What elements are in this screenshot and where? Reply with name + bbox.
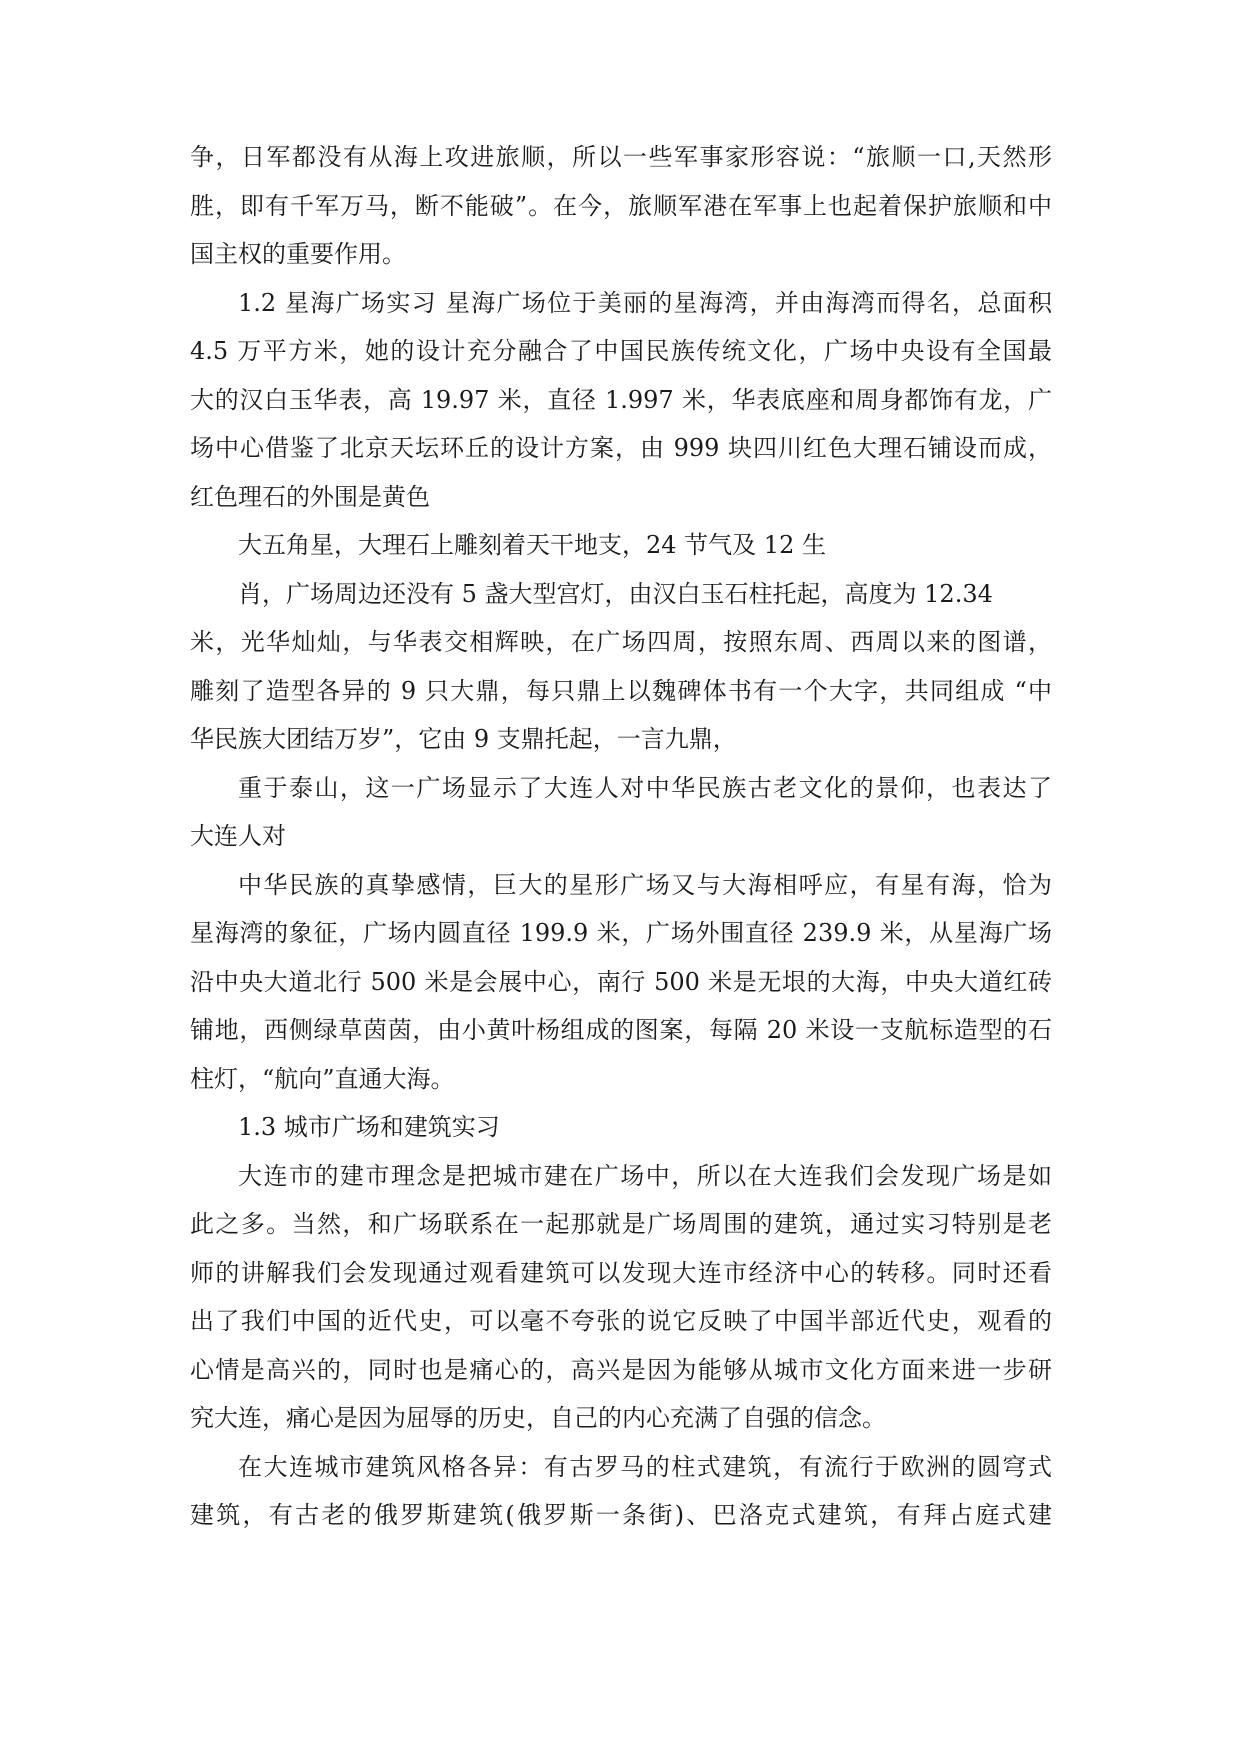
text-line: 建筑，有古老的俄罗斯建筑(俄罗斯一条街)、巴洛克式建筑，有拜占庭式建 [190, 1501, 1052, 1529]
text-line: 大连市的建市理念是把城市建在广场中，所以在大连我们会发现广场是如 [238, 1161, 1052, 1190]
text-line: 心情是高兴的，同时也是痛心的，高兴是因为能够从城市文化方面来进一步研 [190, 1355, 1052, 1384]
text-line: 红色理石的外围是黄色 [190, 482, 430, 511]
text-line: 柱灯，“航向”直通大海。 [190, 1064, 455, 1093]
text-line: 出了我们中国的近代史，可以毫不夸张的说它反映了中国半部近代史，观看的 [190, 1307, 1052, 1335]
text-line: 1.2 星海广场实习 星海广场位于美丽的星海湾，并由海湾而得名，总面积 [238, 288, 1052, 317]
body-text [190, 133, 1052, 1540]
text-line: 在大连城市建筑风格各异：有古罗马的柱式建筑，有流行于欧洲的圆穹式 [238, 1452, 1052, 1481]
text-line: 争，日军都没有从海上攻进旅顺，所以一些军事家形容说：“旅顺一口,天然形 [190, 143, 1052, 171]
text-line: 肖，广场周边还没有 5 盏大型宫灯，由汉白玉石柱托起，高度为 12.34 [238, 579, 993, 608]
text-line: 胜，即有千军万马，断不能破”。在今，旅顺军港在军事上也起着保护旅顺和中 [190, 191, 1052, 220]
text-line: 国主权的重要作用。 [190, 240, 406, 268]
text-line: 重于泰山，这一广场显示了大连人对中华民族古老文化的景仰，也表达了 [238, 773, 1052, 802]
text-line: 大连人对 [190, 822, 286, 850]
text-line: 场中心借鉴了北京天坛环丘的设计方案，由 999 块四川红色大理石铺设而成， [190, 434, 1052, 462]
text-line: 华民族大团结万岁”，它由 9 支鼎托起，一言九鼎， [190, 725, 737, 753]
text-line: 沿中央大道北行 500 米是会展中心，南行 500 米是无垠的大海，中央大道红砖 [190, 967, 1052, 996]
text-line: 究大连，痛心是因为屈辱的历史，自己的内心充满了自强的信念。 [190, 1404, 886, 1432]
text-line: 星海湾的象征，广场内圆直径 199.9 米，广场外围直径 239.9 米，从星海广场 [190, 919, 1052, 947]
text-line: 此之多。当然，和广场联系在一起那就是广场周围的建筑，通过实习特别是老 [190, 1210, 1052, 1238]
text-line: 1.3 城市广场和建筑实习 [238, 1113, 500, 1141]
text-line: 师的讲解我们会发现通过观看建筑可以发现大连市经济中心的转移。同时还看 [190, 1258, 1052, 1287]
text-line: 米，光华灿灿，与华表交相辉映，在广场四周，按照东周、西周以来的图谱， [190, 628, 1052, 656]
text-line: 大五角星，大理石上雕刻着天干地支，24 节气及 12 生 [238, 531, 826, 559]
text-line: 4.5 万平方米，她的设计充分融合了中国民族传统文化，广场中央设有全国最 [190, 337, 1052, 365]
text-line: 大的汉白玉华表，高 19.97 米，直径 1.997 米，华表底座和周身都饰有龙，广 [190, 385, 1052, 414]
text-line: 中华民族的真挚感情，巨大的星形广场又与大海相呼应，有星有海，恰为 [238, 870, 1052, 899]
text-line: 铺地，西侧绿草茵茵，由小黄叶杨组成的图案，每隔 20 米设一支航标造型的石 [190, 1016, 1052, 1044]
text-line: 雕刻了造型各异的 9 只大鼎，每只鼎上以魏碑体书有一个大字，共同组成 “中 [190, 676, 1052, 705]
